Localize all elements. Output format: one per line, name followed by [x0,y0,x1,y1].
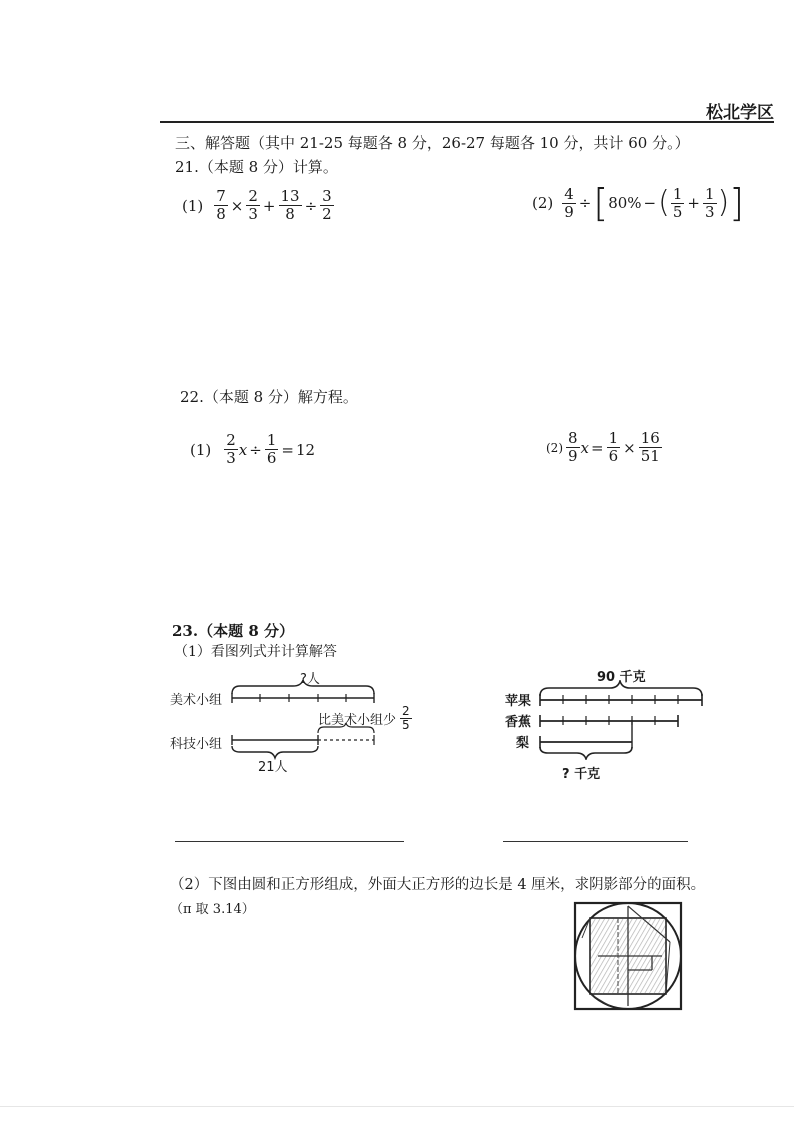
rhs-value: 12 [295,440,316,459]
fraction: $\frac{16}{51}$ [640,429,660,465]
section-title: 三、解答题（其中 21-25 每题各 8 分，26-27 每题各 10 分，共计 60 分。） [175,134,690,152]
fraction: $\frac{7}{8}$ [216,187,226,223]
q22-p1-label: (1) [190,440,212,459]
q21-title: 21.（本题 8 分）计算。 [175,158,338,176]
q22-p2-label: (2) [546,440,563,455]
fraction: $\frac{2}{5}$ [402,704,410,732]
operator: = [591,438,604,457]
page-bottom-divider [0,1106,794,1107]
diagram2-lines [535,680,710,760]
header-rule [160,121,774,123]
fraction: $\frac{1}{5}$ [672,184,683,221]
left-paren: ( [658,185,670,220]
fraction: $\frac{8}{9}$ [568,429,578,465]
diagram1-note-text: 比美术小组少 [318,713,397,728]
left-bracket: [ [593,181,609,225]
right-bracket: ] [729,181,745,225]
operator: + [262,196,276,215]
percent-value: 80% [608,194,642,212]
diagram2-row2-label: 香蕉 [505,715,532,730]
q21-p1-label: (1) [182,196,204,215]
circle-square-figure [570,898,688,1016]
q22-part2 [546,430,663,465]
operator: + [687,194,700,212]
fraction: $\frac{13}{8}$ [280,187,300,223]
operator: ÷ [304,196,318,215]
diagram1-top-label: ?人 [300,672,320,687]
operator: = [281,440,294,459]
diagram1-row1-label: 美术小组 [170,693,223,708]
operator: ÷ [249,440,262,459]
answer-line-2 [503,841,688,842]
q23-sub1: （1）看图列式并计算解答 [174,644,337,660]
q21-part2 [532,181,745,225]
q22-part1 [190,432,315,467]
q23-sub2: （2）下图由圆和正方形组成，外面大正方形的边长是 4 厘米，求阴影部分的面积。 [170,877,706,893]
diagram2-row3-label: 梨 [516,736,530,751]
q21-part1 [182,188,335,223]
diagram1-row2-label: 科技小组 [170,737,223,752]
fraction: $\frac{2}{3}$ [248,187,258,223]
fraction: $\frac{1}{6}$ [266,431,277,467]
diagram2-top-label: 90 千克 [597,670,646,685]
diagram2-row1-label: 苹果 [505,694,532,709]
fraction: $\frac{1}{6}$ [608,429,619,465]
fraction: $\frac{2}{3}$ [226,431,236,467]
q21-p2-label: (2) [532,194,554,212]
operator: ÷ [578,194,592,212]
variable: x [238,440,248,459]
right-paren: ) [717,185,730,220]
q23-sub2-note: （π 取 3.14） [170,902,255,917]
diagram2-bottom-label: ? 千克 [562,767,601,782]
district-label: 松北学区 [706,103,774,123]
fraction: $\frac{3}{2}$ [322,187,332,223]
q23-title: 23.（本题 8 分） [172,622,294,640]
fraction: $\frac{1}{3}$ [704,184,715,221]
q22-title: 22.（本题 8 分）解方程。 [180,388,358,406]
operator: − [643,194,657,212]
fraction: $\frac{4}{9}$ [564,184,574,221]
diagram1-bottom-label: 21人 [258,760,288,775]
diagram1-lines [225,680,385,760]
answer-line-1 [175,841,404,842]
variable: x [580,438,590,457]
operator: × [623,438,636,457]
operator: × [230,196,244,215]
